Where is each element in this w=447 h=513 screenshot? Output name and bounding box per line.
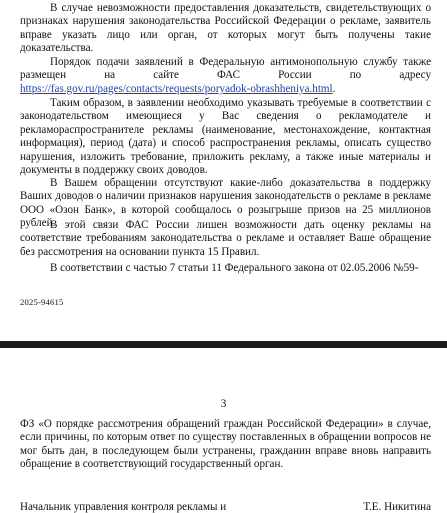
paragraph-law-reference: В соответствии с частью 7 статьи 11 Федерального закона от 02.05.2006 №59- (50, 262, 419, 274)
procedure-end: . (332, 82, 336, 95)
procedure-text: Порядок подачи заявлений в Федеральную антимонопольную службу также размещен на сайте ФАС России по адресу (20, 56, 431, 82)
paragraph-no-review: В этой связи ФАС России лишен возможности дать оценку рекламы на соответствие требованиям законодательства о рекламе и оставляет Ваше обращение без рассмотрения на основании пункта 15 Правил. (20, 219, 431, 258)
signature-name: Т.Е. Никитина (363, 501, 431, 513)
paragraph-procedure (20, 56, 431, 96)
paragraph-federal-law: ФЗ «О порядке рассмотрения обращений граждан Российской Федерации» в случае, если причины, по которым ответ по существу поставленных в обращении вопросов не мог быть дан, в последующем были устранены, гражданин вправе вновь направить обращение в соответствующий государственный орган. (20, 418, 431, 471)
document-id: 2025-94615 (20, 297, 64, 307)
paragraph-requirements: Таким образом, в заявлении необходимо указывать требуемые в соответствии с законодательством имеющиеся у Вас сведения о рекламодателе и рекламораспространителе рекламы (наименование, местонахождение, контактная информация), период (дата) и способ распространения рекламы, описать существо нарушения, изложить требование, приложить рекламу, а также иные материалы и документы в поддержку своих доводов. (20, 97, 431, 177)
page-number: 3 (220, 398, 227, 410)
fas-procedure-link[interactable]: https://fas.gov.ru/pages/contacts/requests/poryadok-obrashheniya.html (20, 82, 333, 95)
page-break (0, 341, 447, 348)
paragraph-evidence: В случае невозможности предоставления доказательств, свидетельствующих о признаках нарушения законодательства Российской Федерации о рекламе, заявитель вправе указать лицо или орган, от которых могут быть получены такие доказательства. (20, 2, 431, 55)
signature-title: Начальник управления контроля рекламы и (20, 501, 227, 513)
paragraph-no-evidence: В Вашем обращении отсутствуют какие-либо доказательства в поддержку Ваших доводов о наличии признаков нарушения законодательств о рекламе в рекламе ООО «Озон Банк», в которой сообщалось о розыгрыше призов на 25 миллионов рублей. (20, 177, 431, 230)
